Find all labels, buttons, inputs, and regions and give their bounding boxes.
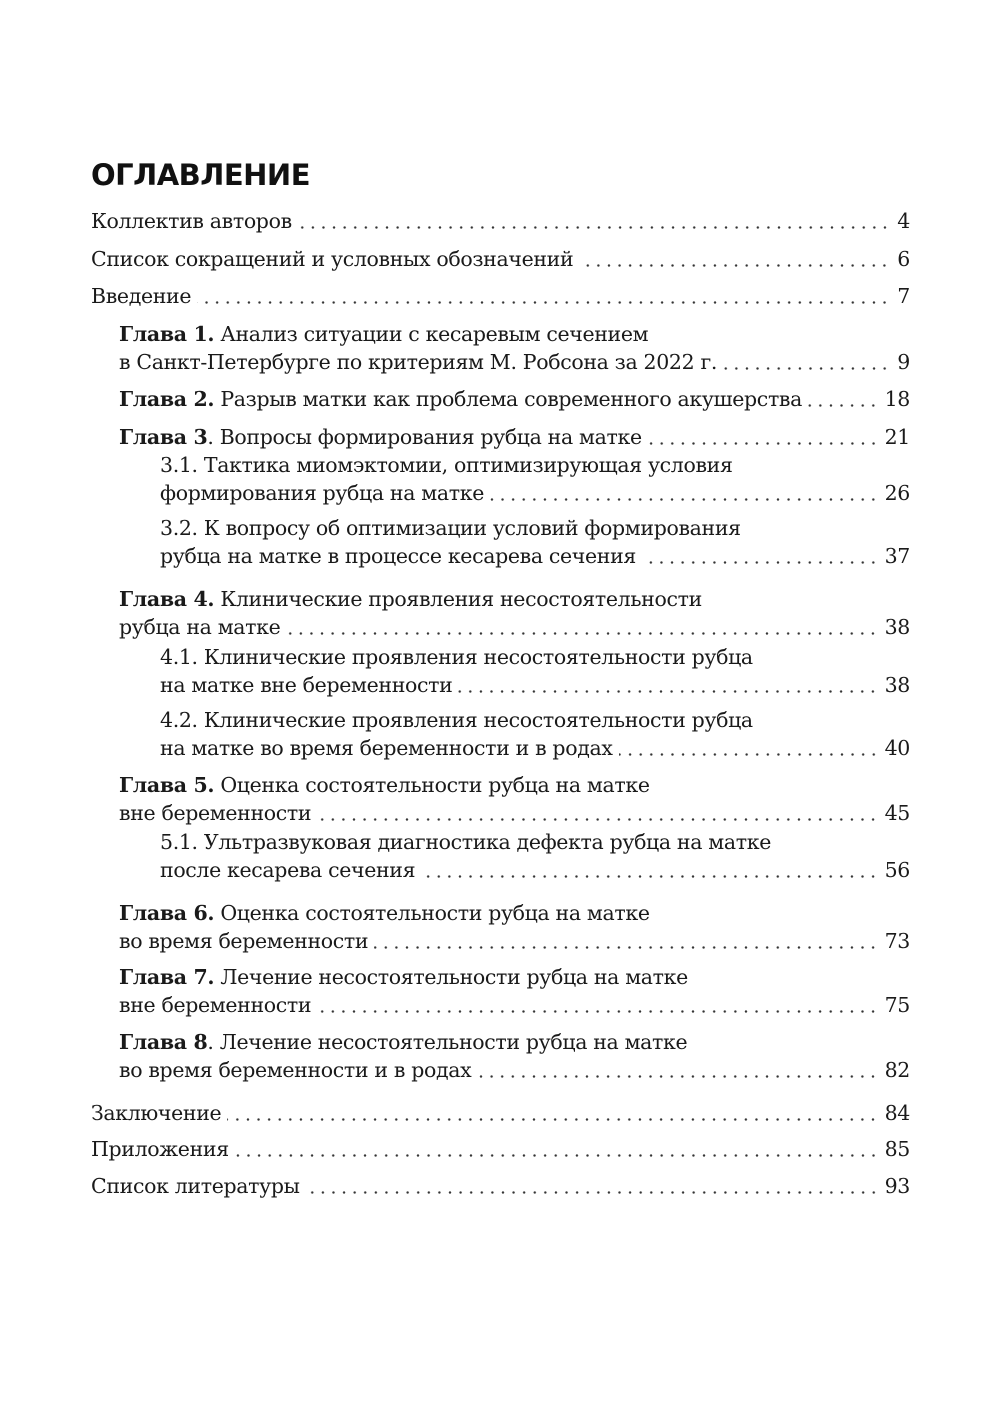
page-number: 26 — [884, 481, 910, 505]
page-number: 38 — [884, 615, 910, 639]
entry-text: во время беременности и в родах — [119, 1058, 472, 1082]
toc-entry-authors[interactable] — [91, 207, 910, 235]
dot-leader — [642, 561, 879, 564]
dot-leader — [421, 875, 878, 878]
toc-entry-chapter-1-cont[interactable] — [119, 348, 910, 376]
chapter-label: Глава 3 — [119, 425, 208, 449]
entry-text: Разрыв матки как проблема современного акушерства — [214, 387, 802, 411]
toc-entry-chapter-3[interactable] — [119, 423, 910, 451]
chapter-label: Глава 8 — [119, 1030, 208, 1054]
chapter-label: Глава 7. — [119, 965, 215, 989]
toc-entry-section-5-1[interactable] — [160, 828, 910, 856]
entry-text: на матке вне беременности — [160, 673, 453, 697]
chapter-label: Глава 4. — [119, 587, 215, 611]
toc-entry-chapter-6[interactable] — [119, 899, 910, 927]
dot-leader — [808, 404, 879, 407]
entry-text: Список сокращений и условных обозначений — [91, 247, 574, 271]
toc-entry-introduction[interactable] — [91, 282, 910, 310]
entry-text: на матке во время беременности и в родах — [160, 736, 613, 760]
entry-text: Оценка состоятельности рубца на матке — [214, 901, 650, 925]
toc-entry-chapter-4[interactable] — [119, 585, 910, 613]
entry-text: Заключение — [91, 1101, 222, 1125]
page-number: 4 — [897, 209, 910, 233]
entry-text: Введение — [91, 284, 192, 308]
toc-entry-chapter-8[interactable] — [119, 1028, 910, 1056]
toc-entry-section-3-1-cont[interactable] — [160, 479, 910, 507]
page-number: 85 — [884, 1137, 910, 1161]
toc-entry-chapter-7-cont[interactable] — [119, 991, 910, 1019]
chapter-label: Глава 2. — [119, 387, 215, 411]
dot-leader — [458, 690, 878, 693]
entry-text: . Лечение несостоятельности рубца на матке — [207, 1030, 688, 1054]
entry-text: 4.1. Клинические проявления несостоятельности рубца — [160, 645, 753, 669]
toc-title: ОГЛАВЛЕНИЕ — [91, 158, 311, 192]
entry-text: 5.1. Ультразвуковая диагностика дефекта рубца на матке — [160, 830, 771, 854]
dot-leader — [235, 1154, 879, 1157]
page-number: 37 — [884, 544, 910, 568]
entry-text: 3.2. К вопросу об оптимизации условий формирования — [160, 516, 741, 540]
entry-text: вне беременности — [119, 801, 312, 825]
toc-entry-chapter-6-cont[interactable] — [119, 927, 910, 955]
toc-entry-chapter-5[interactable] — [119, 771, 910, 799]
entry-text: во время беременности — [119, 929, 369, 953]
chapter-label: Глава 6. — [119, 901, 215, 925]
toc-entry-section-3-2[interactable] — [160, 514, 910, 542]
page-number: 82 — [884, 1058, 910, 1082]
page-number: 73 — [884, 929, 910, 953]
toc-entry-chapter-2[interactable] — [119, 385, 910, 413]
dot-leader — [306, 1191, 879, 1194]
entry-text: формирования рубца на матке — [160, 481, 484, 505]
toc-entry-chapter-5-cont[interactable] — [119, 799, 910, 827]
entry-text: Клинические проявления несостоятельности — [214, 587, 702, 611]
page-number: 84 — [884, 1101, 910, 1125]
entry-text: 4.2. Клинические проявления несостоятельности рубца — [160, 708, 753, 732]
dot-leader — [477, 1075, 878, 1078]
dot-leader — [619, 753, 879, 756]
page-number: 7 — [897, 284, 910, 308]
dot-leader — [298, 226, 890, 229]
toc-entry-conclusion[interactable] — [91, 1099, 910, 1127]
dot-leader — [723, 367, 890, 370]
toc-entry-chapter-1[interactable] — [119, 320, 910, 348]
page-number: 9 — [897, 350, 910, 374]
toc-entry-section-3-2-cont[interactable] — [160, 542, 910, 570]
dot-leader — [317, 1010, 878, 1013]
entry-text: рубца на матке — [119, 615, 281, 639]
entry-text: Список литературы — [91, 1174, 300, 1198]
toc-entry-section-3-1[interactable] — [160, 451, 910, 479]
toc-entry-section-4-2[interactable] — [160, 706, 910, 734]
dot-leader — [579, 264, 890, 267]
entry-text: . Вопросы формирования рубца на матке — [207, 425, 642, 449]
page-number: 56 — [884, 858, 910, 882]
toc-entry-section-4-1-cont[interactable] — [160, 671, 910, 699]
entry-text: в Санкт-Петербурге по критериям М. Робсона за 2022 г. — [119, 350, 718, 374]
dot-leader — [648, 442, 879, 445]
entry-text: Анализ ситуации с кесаревым сечением — [214, 322, 649, 346]
dot-leader — [317, 818, 878, 821]
page-number: 75 — [884, 993, 910, 1017]
entry-text: вне беременности — [119, 993, 312, 1017]
entry-text: 3.1. Тактика миомэктомии, оптимизирующая условия — [160, 453, 733, 477]
entry-text: Приложения — [91, 1137, 229, 1161]
chapter-label: Глава 1. — [119, 322, 215, 346]
toc-entry-references[interactable] — [91, 1172, 910, 1200]
toc-entry-chapter-7[interactable] — [119, 963, 910, 991]
entry-text: Лечение несостоятельности рубца на матке — [214, 965, 688, 989]
dot-leader — [374, 946, 878, 949]
toc-entry-appendices[interactable] — [91, 1135, 910, 1163]
dot-leader — [227, 1118, 878, 1121]
page-number: 93 — [884, 1174, 910, 1198]
toc-entry-chapter-8-cont[interactable] — [119, 1056, 910, 1084]
entry-text: Коллектив авторов — [91, 209, 292, 233]
dot-leader — [286, 632, 878, 635]
page-number: 21 — [884, 425, 910, 449]
entry-text: Оценка состоятельности рубца на матке — [214, 773, 650, 797]
page-number: 6 — [897, 247, 910, 271]
entry-text: рубца на матке в процессе кесарева сечения — [160, 544, 636, 568]
toc-entry-abbreviations[interactable] — [91, 245, 910, 273]
toc-entry-section-5-1-cont[interactable] — [160, 856, 910, 884]
toc-entry-section-4-2-cont[interactable] — [160, 734, 910, 762]
toc-entry-section-4-1[interactable] — [160, 643, 910, 671]
entry-text: после кесарева сечения — [160, 858, 416, 882]
dot-leader — [490, 498, 879, 501]
page-number: 45 — [884, 801, 910, 825]
page-number: 40 — [884, 736, 910, 760]
page-number: 38 — [884, 673, 910, 697]
chapter-label: Глава 5. — [119, 773, 215, 797]
page-number: 18 — [884, 387, 910, 411]
dot-leader — [197, 301, 890, 304]
toc-entry-chapter-4-cont[interactable] — [119, 613, 910, 641]
